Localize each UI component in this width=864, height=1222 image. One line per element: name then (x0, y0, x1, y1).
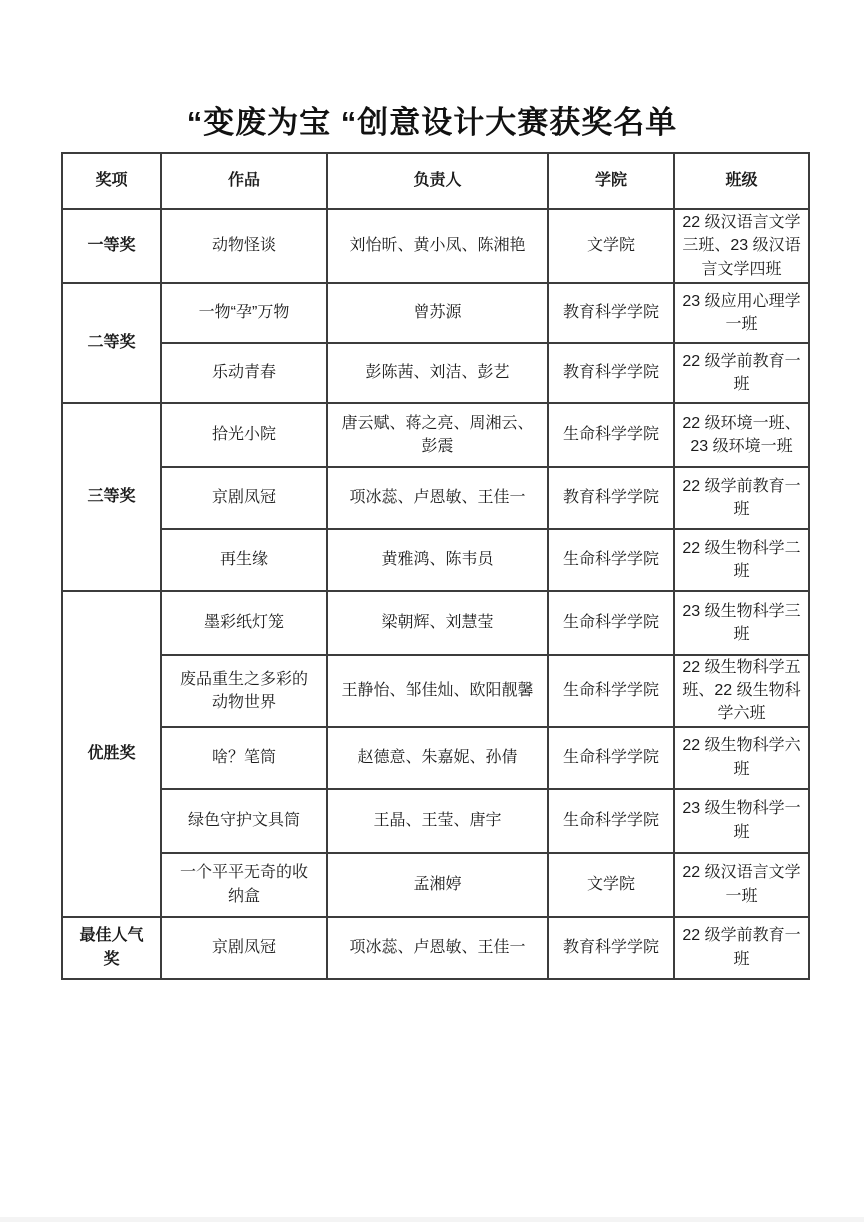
table-row (62, 403, 809, 467)
work-cell: 啥？笔筒 (161, 727, 327, 789)
work-cell: 一个平平无奇的收纳盒 (161, 853, 327, 917)
page-title: “变废为宝 “创意设计大赛获奖名单 (186, 105, 678, 140)
class-cell: 23 级生物科学三班 (674, 591, 809, 655)
class-cell: 23 级生物科学一班 (674, 789, 809, 853)
class-cell: 22 级学前教育一班 (674, 343, 809, 403)
work-cell: 一物“孕”万物 (161, 283, 327, 343)
work-cell: 京剧凤冠 (161, 467, 327, 529)
leader-cell: 项冰蕊、卢恩敏、王佳一 (327, 467, 548, 529)
class-cell: 22 级学前教育一班 (674, 917, 809, 979)
table-row (62, 655, 809, 727)
college-cell: 文学院 (548, 853, 674, 917)
class-cell: 22 级环境一班、23 级环境一班 (674, 403, 809, 467)
college-cell: 生命科学学院 (548, 789, 674, 853)
award-cell: 优胜奖 (62, 591, 161, 917)
class-cell: 22 级汉语言文学一班 (674, 853, 809, 917)
col-header-work: 作品 (161, 153, 327, 209)
table-row (62, 209, 809, 283)
work-cell: 乐动青春 (161, 343, 327, 403)
col-header-leader: 负责人 (327, 153, 548, 209)
table-row (62, 591, 809, 655)
class-cell: 23 级应用心理学一班 (674, 283, 809, 343)
leader-cell: 唐云赋、蒋之亮、周湘云、彭震 (327, 403, 548, 467)
table-row (62, 853, 809, 917)
award-cell: 二等奖 (62, 283, 161, 403)
table-row (62, 789, 809, 853)
col-header-class: 班级 (674, 153, 809, 209)
leader-cell: 赵德意、朱嘉妮、孙倩 (327, 727, 548, 789)
work-cell: 动物怪谈 (161, 209, 327, 283)
class-cell: 22 级汉语言文学三班、23 级汉语言文学四班 (674, 209, 809, 283)
college-cell: 文学院 (548, 209, 674, 283)
work-cell: 京剧凤冠 (161, 917, 327, 979)
college-cell: 教育科学学院 (548, 467, 674, 529)
award-cell: 最佳人气奖 (62, 917, 161, 979)
college-cell: 教育科学学院 (548, 343, 674, 403)
college-cell: 生命科学学院 (548, 529, 674, 591)
college-cell: 教育科学学院 (548, 283, 674, 343)
leader-cell: 孟湘婷 (327, 853, 548, 917)
work-cell: 废品重生之多彩的动物世界 (161, 655, 327, 727)
page-bottom-edge (0, 1217, 864, 1222)
college-cell: 生命科学学院 (548, 403, 674, 467)
col-header-college: 学院 (548, 153, 674, 209)
table-row (62, 283, 809, 343)
col-header-award: 奖项 (62, 153, 161, 209)
college-cell: 生命科学学院 (548, 591, 674, 655)
leader-cell: 王静怡、邹佳灿、欧阳靓馨 (327, 655, 548, 727)
table-row (62, 727, 809, 789)
leader-cell: 彭陈茜、刘洁、彭艺 (327, 343, 548, 403)
work-cell: 拾光小院 (161, 403, 327, 467)
table-row (62, 917, 809, 979)
leader-cell: 王晶、王莹、唐宇 (327, 789, 548, 853)
class-cell: 22 级生物科学六班 (674, 727, 809, 789)
college-cell: 教育科学学院 (548, 917, 674, 979)
leader-cell: 梁朝辉、刘慧莹 (327, 591, 548, 655)
work-cell: 绿色守护文具筒 (161, 789, 327, 853)
college-cell: 生命科学学院 (548, 655, 674, 727)
leader-cell: 黄雅鸿、陈韦员 (327, 529, 548, 591)
class-cell: 22 级生物科学二班 (674, 529, 809, 591)
award-cell: 三等奖 (62, 403, 161, 591)
leader-cell: 刘怡昕、黄小凤、陈湘艳 (327, 209, 548, 283)
leader-cell: 项冰蕊、卢恩敏、王佳一 (327, 917, 548, 979)
awards-table (61, 152, 810, 980)
work-cell: 墨彩纸灯笼 (161, 591, 327, 655)
table-header-row (62, 153, 809, 209)
leader-cell: 曾苏源 (327, 283, 548, 343)
table-row (62, 343, 809, 403)
table-row (62, 529, 809, 591)
college-cell: 生命科学学院 (548, 727, 674, 789)
class-cell: 22 级学前教育一班 (674, 467, 809, 529)
award-cell: 一等奖 (62, 209, 161, 283)
work-cell: 再生缘 (161, 529, 327, 591)
class-cell: 22 级生物科学五班、22 级生物科学六班 (674, 655, 809, 727)
table-row (62, 467, 809, 529)
